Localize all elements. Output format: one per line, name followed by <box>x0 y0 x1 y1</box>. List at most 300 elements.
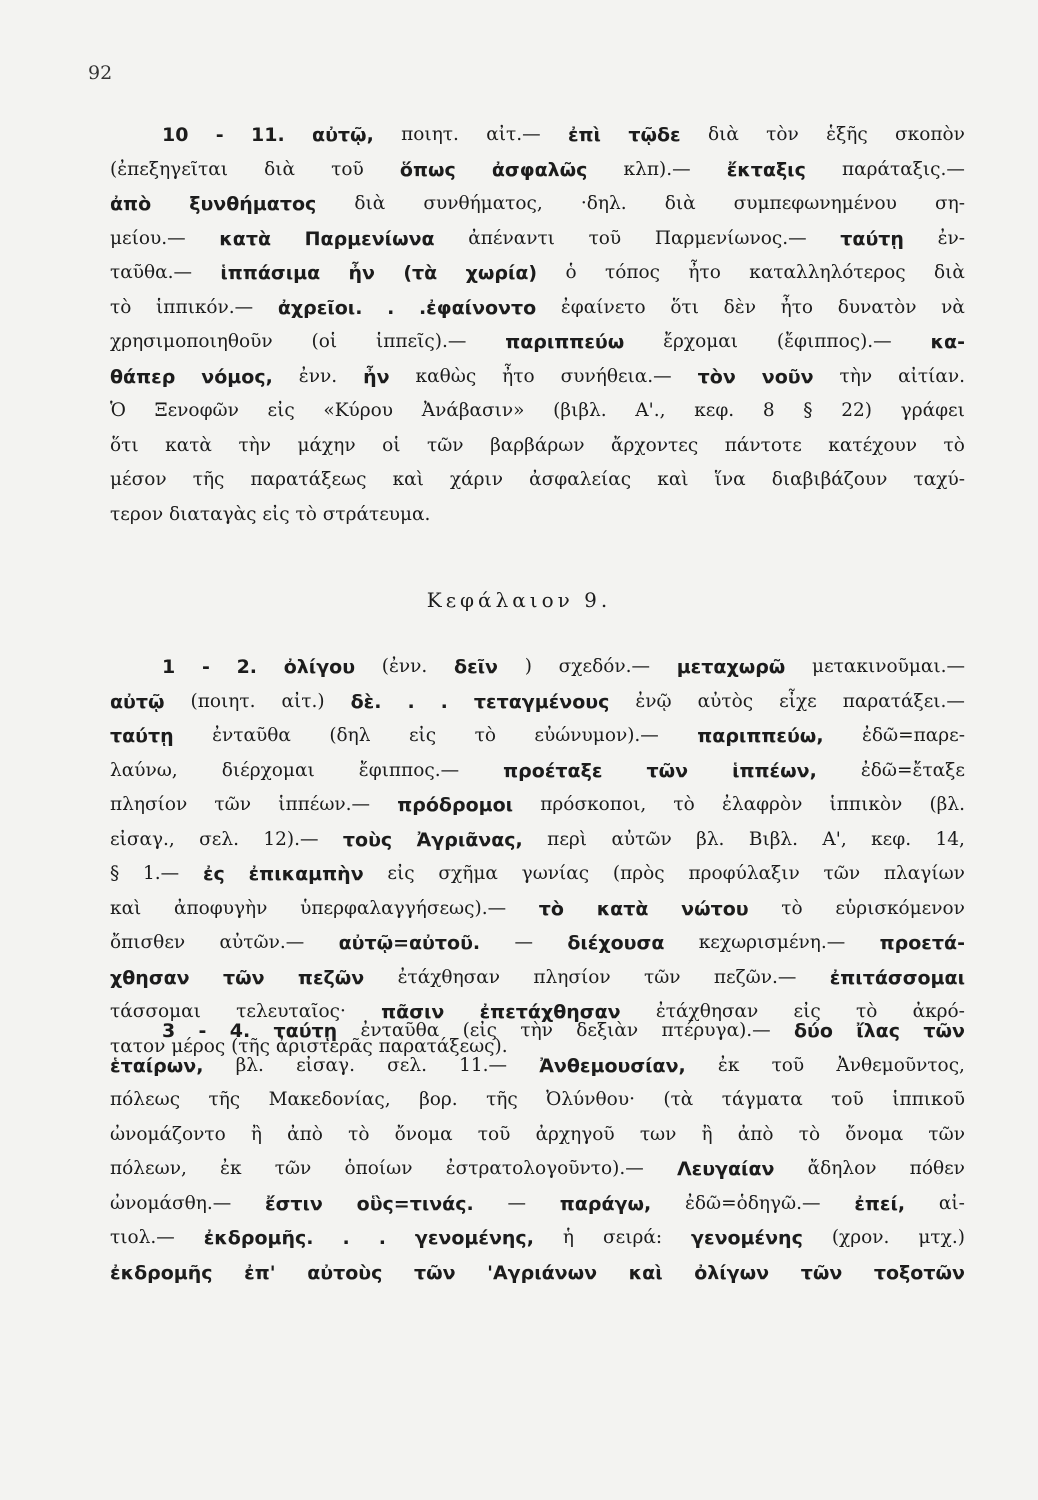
gloss-word: παρατάξεως <box>250 469 367 490</box>
gloss-word: διὰ <box>707 124 739 145</box>
gloss-word: τῆς <box>486 1089 518 1110</box>
gloss-word: ἦτο <box>688 262 721 283</box>
gloss-word: συνθήματος, <box>423 193 543 214</box>
lemma-word: γενομένης <box>691 1227 803 1249</box>
lemma-word: ἑταίρων, <box>110 1054 204 1077</box>
gloss-word: ὁποίων <box>344 1158 413 1179</box>
text-line <box>110 463 965 498</box>
gloss-word: τῆς <box>208 1089 241 1110</box>
lemma-word: αὐτῷ=αὐτοῦ. <box>338 932 481 954</box>
gloss-word: ἢ <box>250 1123 263 1145</box>
lemma-word: ὀλίγων <box>694 1261 770 1284</box>
gloss-word: ἦτο <box>502 365 535 387</box>
gloss-word: εὐώνυμον).— <box>534 725 659 746</box>
lemma-word: 10 <box>162 124 189 146</box>
gloss-word: μετακινοῦμαι.— <box>812 656 965 677</box>
gloss-word: οἱ <box>382 434 401 456</box>
lemma-word: 1 <box>162 656 176 678</box>
gloss-word: δεξιὰν <box>576 1020 639 1041</box>
lemma-word: δύο <box>794 1020 833 1042</box>
gloss-word: μάχην <box>297 434 356 456</box>
gloss-word: κεφ. <box>694 400 735 421</box>
gloss-word: ὠνομάζοντο <box>110 1123 226 1145</box>
gloss-word: μείου.— <box>110 227 186 249</box>
lemma-word: .ἐφαίνοντο <box>418 296 537 319</box>
gloss-word: πλαγίων <box>883 863 965 884</box>
gloss-word: τὸ <box>798 1123 821 1145</box>
text-line <box>110 291 965 326</box>
lemma-word: ἐπεί, <box>854 1192 906 1215</box>
gloss-word: διαταγὰς <box>168 503 263 525</box>
gloss-word: αὐτῶν <box>611 828 672 850</box>
gloss-word: τατον <box>110 1035 172 1057</box>
lemma-word: παριππεύω, <box>697 725 824 747</box>
gloss-word: ὠνομάσθη.— <box>110 1192 232 1214</box>
gloss-word: ἱππικοῦ <box>892 1089 965 1110</box>
lemma-word: (τὰ <box>403 262 438 284</box>
lemma-word: ἐπὶ <box>567 124 601 146</box>
gloss-word: συμπεφωνημένου <box>733 193 897 214</box>
gloss-word: (πρὸς <box>612 863 665 884</box>
lemma-word: προετά- <box>879 932 965 954</box>
gloss-word: χάριν <box>449 469 504 490</box>
text-line <box>110 256 965 291</box>
gloss-word: ὅτι <box>670 296 699 318</box>
lemma-word: 3 <box>162 1020 176 1042</box>
gloss-word: ἐν- <box>937 227 965 249</box>
gloss-word: πάντοτε <box>724 434 802 456</box>
lemma-word: νοῦν <box>761 365 814 388</box>
lemma-word: κατὰ <box>219 227 271 250</box>
lemma-word: ἐπικαμπὴν <box>248 863 364 885</box>
text-line <box>110 222 965 257</box>
gloss-word: σχεδόν.— <box>558 656 650 677</box>
gloss-word: βορ. <box>419 1089 458 1110</box>
gloss-word: καὶ <box>392 469 424 490</box>
lemma-word: ὅπως <box>399 158 456 181</box>
lemma-word: κα- <box>930 331 965 353</box>
lemma-word: 4. <box>229 1020 251 1042</box>
gloss-word: ἱππικόν.— <box>156 296 254 318</box>
gloss-word: «Κύρου <box>323 400 394 421</box>
gloss-word: διὰ <box>354 193 386 214</box>
lemma-word: χθησαν <box>110 966 190 989</box>
lemma-word: τῶν <box>222 966 265 989</box>
gloss-word: (βιβλ. <box>553 400 607 421</box>
lemma-word: πρόδρομοι <box>397 794 514 816</box>
gloss-word: ἵνα <box>714 469 746 490</box>
gloss-word: τερον <box>110 503 169 525</box>
gloss-word: τοῦ <box>831 1089 864 1110</box>
lemma-word: ὀλίγου <box>283 656 356 678</box>
text-line <box>110 360 965 395</box>
lemma-word: αὐτῷ, <box>312 124 374 146</box>
gloss-word: Ὀλύνθου· <box>546 1089 635 1110</box>
lemma-word: διέχουσα <box>567 932 665 954</box>
lemma-word: καὶ <box>628 1261 663 1284</box>
gloss-word: εὑρισκόμενον <box>835 897 965 919</box>
gloss-word: διὰ <box>664 193 696 214</box>
text-line <box>110 685 965 720</box>
gloss-word: των <box>639 1123 677 1145</box>
gloss-word: 11.— <box>459 1054 508 1076</box>
gloss-word: τὸν <box>766 124 799 145</box>
lemma-word: γενομένης, <box>414 1227 534 1249</box>
gloss-word: 12).— <box>263 828 319 850</box>
gloss-word: διὰ <box>934 262 965 283</box>
gloss-word: ἄρχοντες <box>611 434 699 456</box>
lemma-word: . <box>440 690 448 713</box>
gloss-word: ἱππέων.— <box>278 794 371 815</box>
gloss-word: Α', <box>822 828 847 850</box>
gloss-word: γράφει <box>900 400 965 421</box>
gloss-word: ἐνῷ <box>635 690 672 712</box>
gloss-word: πεζῶν.— <box>713 966 797 988</box>
gloss-word: ἐκ <box>717 1054 740 1076</box>
text-line <box>110 394 965 429</box>
gloss-word: ἀσφαλείας <box>529 469 632 490</box>
lemma-word: ξυνθήματος <box>189 193 317 215</box>
gloss-word: τάσσομαι <box>110 1001 201 1022</box>
gloss-word: ἔρχομαι <box>663 331 739 352</box>
gloss-word: μέρος <box>171 1035 232 1057</box>
gloss-word: σελ. <box>199 828 239 850</box>
lemma-word: ἴλας <box>856 1020 900 1042</box>
page-number: 92 <box>88 62 113 84</box>
lemma-word: 'Αγριάνων <box>487 1261 598 1284</box>
gloss-word: ἀπὸ <box>287 1123 323 1145</box>
gloss-word: ὄνομα <box>845 1123 904 1145</box>
gloss-word: ἐδῶ=παρε- <box>861 725 965 746</box>
gloss-word: αὐτὸς <box>697 690 754 712</box>
gloss-word: περὶ <box>547 828 588 850</box>
gloss-word: ἐδῶ=ὁδηγῶ.— <box>684 1192 821 1214</box>
text-line <box>110 429 965 464</box>
gloss-word: πόλεων, <box>110 1158 187 1179</box>
gloss-word: ·δηλ. <box>580 193 627 214</box>
gloss-word: τοῦ <box>771 1054 805 1076</box>
gloss-word: διέρχομαι <box>221 759 315 781</box>
gloss-word: — <box>507 1192 526 1214</box>
commentary-section-1-2 <box>110 650 965 1064</box>
gloss-word: (ἐπεξηγεῖται <box>110 158 229 180</box>
commentary-section-3-4 <box>110 1014 965 1290</box>
gloss-word: Ξενοφῶν <box>154 400 239 421</box>
text-line <box>110 650 965 685</box>
gloss-word: τῶν <box>928 1123 965 1145</box>
gloss-word: παρατάξεως). <box>378 1035 508 1057</box>
gloss-word: παράταξις.— <box>841 158 965 180</box>
gloss-word: (οἱ <box>311 331 338 352</box>
lemma-word: Παρμενίωνα <box>304 227 435 250</box>
lemma-word: πᾶσιν <box>381 1001 445 1023</box>
gloss-word: ὁ <box>565 262 577 283</box>
gloss-word: (ἐνν. <box>381 656 428 677</box>
lemma-word: ἐπιτάσσομαι <box>829 966 965 989</box>
gloss-word: πλησίον <box>533 966 611 988</box>
gloss-word: τόπος <box>605 262 661 283</box>
gloss-word: τάγματα <box>721 1089 803 1110</box>
lemma-word: δὲ. <box>350 690 382 713</box>
gloss-word: 22) <box>841 400 872 421</box>
lemma-word: Ἀνθεμουσίαν, <box>539 1054 686 1077</box>
gloss-word: ἐκ <box>220 1158 242 1179</box>
gloss-word: (βλ. <box>929 794 965 815</box>
lemma-word: ἔκταξις <box>726 158 806 181</box>
lemma-word: τῶν <box>646 759 689 782</box>
gloss-word: ἑξῆς <box>826 124 868 145</box>
chapter-title: Κεφάλαιον 9. <box>426 588 612 612</box>
gloss-word: πόθεν <box>909 1158 965 1179</box>
lemma-word: παριππεύω <box>505 331 625 353</box>
gloss-word: τὴν <box>238 434 272 456</box>
lemma-word: τεταγμένους <box>473 690 610 713</box>
gloss-word: στράτευμα. <box>322 503 431 525</box>
lemma-word: μεταχωρῶ <box>676 656 786 678</box>
gloss-word: κεχωρισμένη.— <box>698 932 846 953</box>
text-line <box>110 118 965 153</box>
lemma-word: ἱππέων, <box>732 759 817 782</box>
lemma-word: ἔστιν <box>265 1192 323 1215</box>
gloss-word: κατὰ <box>165 434 212 456</box>
gloss-word: ἐδῶ=ἔταξε <box>860 759 965 781</box>
gloss-word: εἰς <box>793 1001 821 1022</box>
gloss-word: 14, <box>935 828 965 850</box>
gloss-word: ἱππικὸν <box>829 794 903 815</box>
gloss-word: τοῦ <box>477 1123 511 1145</box>
gloss-word: αἰτ.— <box>486 124 541 145</box>
text-line <box>110 961 965 996</box>
gloss-word: βλ. <box>696 828 725 850</box>
gloss-word: (δηλ <box>329 725 371 746</box>
text-line <box>110 754 965 789</box>
lemma-word: ἀσφαλῶς <box>491 158 588 181</box>
gloss-word: σελ. <box>387 1054 427 1076</box>
gloss-word: (εἰς <box>462 1020 498 1041</box>
gloss-word: 8 <box>762 400 775 421</box>
gloss-word: ἐνν. <box>298 365 338 387</box>
gloss-word: Βιβλ. <box>748 828 798 850</box>
gloss-word: αἰτ.) <box>281 690 325 712</box>
gloss-word: (χρον. <box>831 1227 890 1248</box>
gloss-word: τὸ <box>943 434 965 456</box>
gloss-word: καὶ <box>110 897 142 919</box>
lemma-word: ἐς <box>202 863 225 885</box>
lemma-word: τῶν <box>800 1261 843 1284</box>
text-line <box>110 1187 965 1222</box>
gloss-word: σχῆμα <box>438 863 498 884</box>
gloss-word: § <box>110 863 120 884</box>
gloss-word: τιολ.— <box>110 1227 175 1248</box>
lemma-word: ταύτῃ <box>840 227 904 250</box>
text-line <box>110 187 965 222</box>
lemma-word: ἐκδρομῆς <box>110 1261 213 1284</box>
gloss-word: ἱππεῖς).— <box>375 331 467 352</box>
gloss-word: ἀρχηγοῦ <box>535 1123 615 1145</box>
lemma-word: - <box>201 656 210 678</box>
text-line <box>110 892 965 927</box>
gloss-word: ἀπὸ <box>737 1123 774 1145</box>
gloss-word: ἐστρατολογοῦντο).— <box>445 1158 644 1179</box>
gloss-word: ταχύ- <box>913 469 965 490</box>
gloss-word: τελευταῖος· <box>236 1001 346 1022</box>
gloss-word: ἀποφυγὴν <box>174 897 268 919</box>
lemma-word: τῶν <box>413 1261 456 1284</box>
lemma-word: παράγω, <box>559 1192 652 1215</box>
text-line <box>110 788 965 823</box>
lemma-word: αὐτοὺς <box>307 1261 383 1284</box>
gloss-word: πρόσκοποι, <box>540 794 647 815</box>
gloss-word: εἰσαγ. <box>296 1054 355 1076</box>
gloss-word: Μακεδονίας, <box>268 1089 391 1110</box>
text-line <box>110 153 965 188</box>
lemma-word: ἐκδρομῆς. <box>203 1227 314 1249</box>
gloss-word: κεφ. <box>871 828 912 850</box>
text-line <box>110 1256 965 1291</box>
gloss-word: ποιητ. <box>401 124 459 145</box>
lemma-word: χωρία) <box>465 262 538 284</box>
gloss-word: ση- <box>934 193 965 214</box>
gloss-word: χρησιμοποιηθοῦν <box>110 331 273 352</box>
lemma-word: κατὰ <box>596 897 649 920</box>
gloss-word: τὸ <box>855 1001 878 1022</box>
gloss-word: εἰς <box>262 503 296 525</box>
gloss-word: τὸ <box>781 897 803 919</box>
gloss-word: εἰσαγ., <box>110 828 175 850</box>
gloss-word: πλησίον <box>110 794 188 815</box>
gloss-word: (τῆς <box>231 1035 276 1057</box>
gloss-word: ἀκρό- <box>912 1001 965 1022</box>
lemma-word: Ἀγριᾶνας, <box>416 828 523 851</box>
gloss-word: ὄπισθεν <box>110 932 186 953</box>
gloss-word: τοῦ <box>588 227 622 249</box>
gloss-word: τῶν <box>214 794 251 815</box>
gloss-word: ὑπερφαλαγγήσεως).— <box>300 897 507 919</box>
lemma-word: ταύτῃ <box>110 725 174 747</box>
lemma-word: τὸ <box>538 897 564 920</box>
gloss-word: τὸ <box>110 296 132 318</box>
gloss-word: ἐλαφρὸν <box>721 794 803 815</box>
text-line <box>110 1152 965 1187</box>
gloss-word: καθὼς <box>415 365 477 387</box>
text-line <box>110 1014 965 1049</box>
text-line <box>110 823 965 858</box>
lemma-word: . <box>407 690 415 713</box>
gloss-word: § <box>803 400 813 421</box>
gloss-word: (ποιητ. <box>190 690 256 712</box>
gloss-word: δυνατὸν <box>837 296 917 318</box>
text-line <box>110 857 965 892</box>
lemma-word: ἱππάσιμα <box>220 262 321 284</box>
gloss-word: ἡ <box>562 1227 574 1248</box>
gloss-word: τὴν <box>520 1020 553 1041</box>
gloss-word: καὶ <box>657 469 689 490</box>
lemma-word: τοὺς <box>342 828 393 851</box>
lemma-word: Λευγαίαν <box>676 1158 775 1180</box>
gloss-word: τὸ <box>673 794 695 815</box>
lemma-word: ταύτῃ <box>273 1020 338 1042</box>
gloss-word: ἐτάχθησαν <box>397 966 501 988</box>
text-line <box>110 1118 965 1153</box>
lemma-word: πεζῶν <box>297 966 365 989</box>
text-line <box>110 325 965 360</box>
lemma-word: αὐτῷ <box>110 690 165 713</box>
lemma-word: ἦν <box>363 365 390 388</box>
gloss-word: ὅτι <box>110 434 139 456</box>
lemma-word: τὸν <box>697 365 736 388</box>
gloss-word: ἐτάχθησαν <box>655 1001 759 1022</box>
text-line <box>110 498 965 533</box>
gloss-word: δὲν <box>723 296 756 318</box>
gloss-word: κατέχουν <box>828 434 917 456</box>
gloss-word: διὰ <box>264 158 296 180</box>
gloss-word: εἰς <box>387 863 415 884</box>
lemma-word: ἀπὸ <box>110 193 152 215</box>
lemma-word: τῷδε <box>628 124 681 146</box>
gloss-word: αὐτῶν.— <box>219 932 305 953</box>
gloss-word: Ἀνθεμοῦντος, <box>836 1054 965 1076</box>
gloss-word: βλ. <box>235 1054 264 1076</box>
gloss-word: ἔφιππος.— <box>358 759 460 781</box>
lemma-word: νώτου <box>681 897 749 920</box>
commentary-section-10-11 <box>110 118 965 532</box>
gloss-word: εἰς <box>267 400 295 421</box>
gloss-word: διαβιβάζουν <box>771 469 888 490</box>
gloss-word: τῶν <box>274 1158 312 1179</box>
gloss-word: ἐφαίνετο <box>560 296 646 318</box>
gloss-word: καταλληλότερος <box>749 262 906 283</box>
gloss-word: τῶν <box>643 966 681 988</box>
lemma-word: προέταξε <box>503 759 603 782</box>
gloss-word: νὰ <box>941 296 965 318</box>
lemma-word: - <box>215 124 224 146</box>
gloss-word: τῶν <box>823 863 861 884</box>
gloss-word: συνήθεια.— <box>560 365 672 387</box>
gloss-word: τὸ <box>348 1123 370 1145</box>
lemma-word: νόμος, <box>201 365 273 388</box>
gloss-word: (ἔφιππος).— <box>776 331 892 352</box>
lemma-word: . <box>378 1227 386 1249</box>
lemma-word: ἀχρεῖοι. <box>277 296 363 319</box>
gloss-word: τῶν <box>426 434 464 456</box>
text-line <box>110 1049 965 1084</box>
text-line <box>110 1221 965 1256</box>
gloss-word: Παρμενίωνος.— <box>654 227 807 249</box>
gloss-word: πτέρυγα).— <box>661 1020 771 1041</box>
gloss-word: τὸ <box>295 503 323 525</box>
gloss-word: τοῦ <box>331 158 364 180</box>
gloss-word: ἄδηλον <box>807 1158 877 1179</box>
gloss-word: μέσον <box>110 469 167 490</box>
gloss-word: ταῦθα.— <box>110 262 192 283</box>
lemma-word: 11. <box>251 124 285 146</box>
gloss-word: ) <box>524 656 532 677</box>
gloss-word: ἢ <box>701 1123 713 1145</box>
lemma-word: ἐπετάχθησαν <box>479 1001 621 1023</box>
gloss-word: μτχ.) <box>918 1227 965 1248</box>
gloss-word: γωνίας <box>521 863 590 884</box>
gloss-word: τῆς <box>192 469 225 490</box>
gloss-word: ὄνομα <box>394 1123 453 1145</box>
gloss-word: ἀριστερᾶς <box>275 1035 379 1057</box>
gloss-word: σειρά: <box>602 1227 663 1248</box>
gloss-word: — <box>514 932 533 953</box>
lemma-word: - <box>198 1020 207 1042</box>
gloss-word: τὸ <box>474 725 496 746</box>
gloss-word: κλπ).— <box>623 158 691 180</box>
gloss-word: Ἀνάβασιν» <box>421 400 525 421</box>
lemma-word: δεῖν <box>454 656 498 678</box>
